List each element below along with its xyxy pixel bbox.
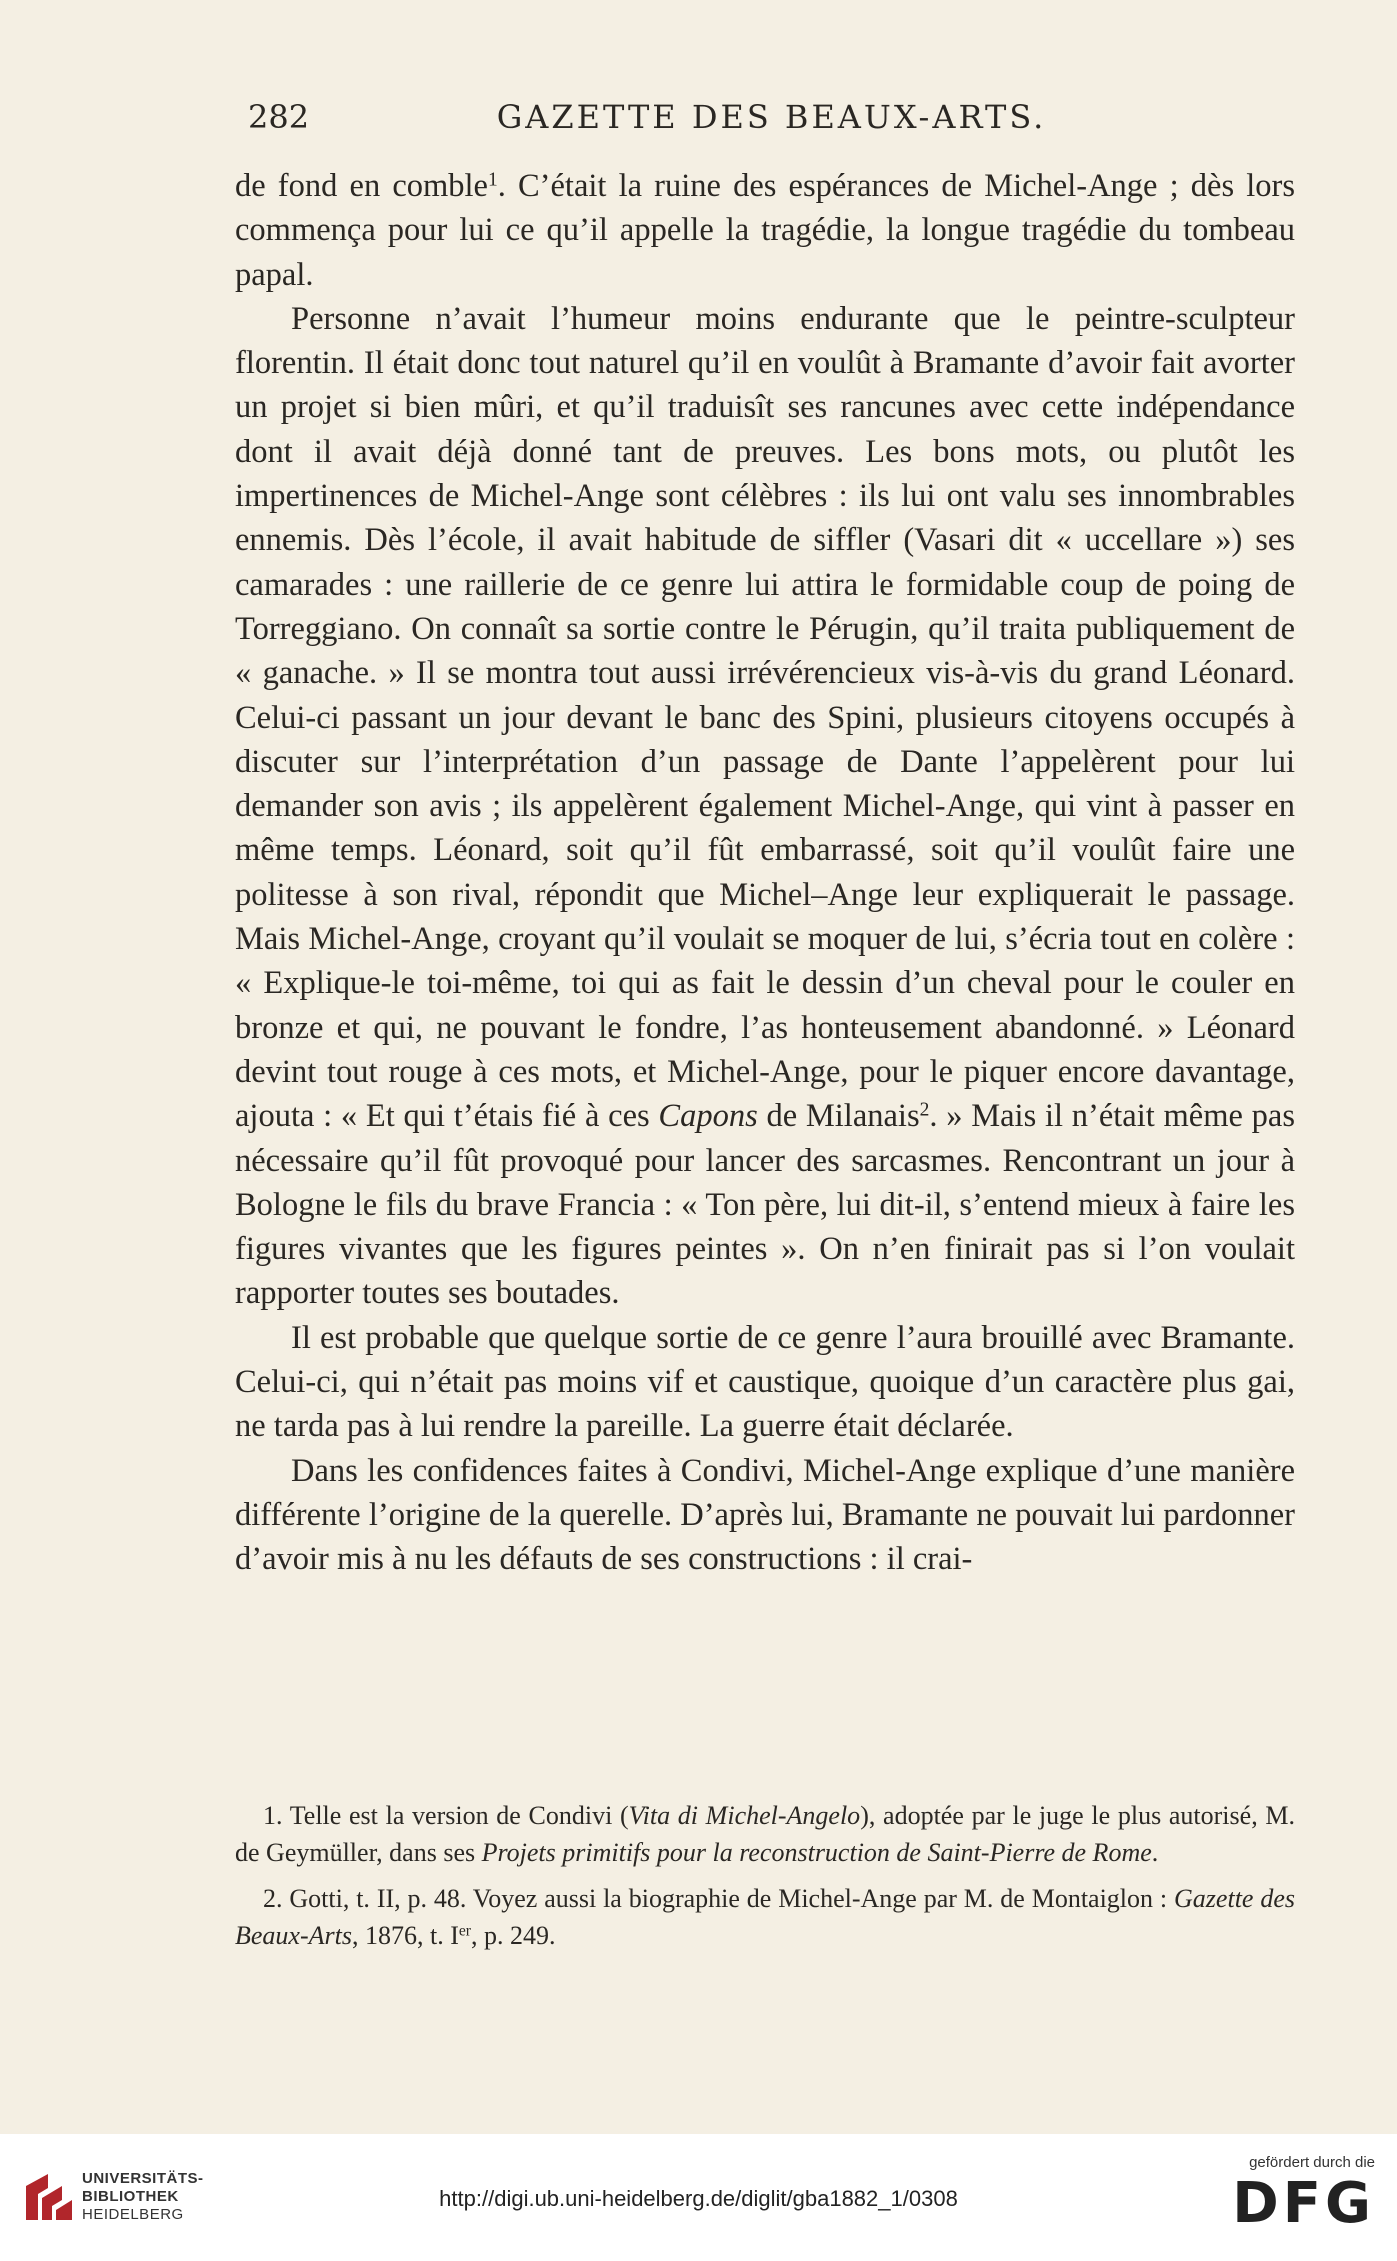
library-name: UNIVERSITÄTS- BIBLIOTHEK HEIDELBERG [82,2170,204,2223]
footnote-ref-2[interactable]: 2 [919,1099,930,1121]
footnote-1: 1. Telle est la version de Condivi (Vita di Michel-Angelo), adoptée par le juge le plus autorisé, M. de Geymüller, dans ses Projets primitifs pour la reconstruction de Saint-Pierre de Rome. [235,1801,1296,1867]
funder-badge[interactable] [1225,2154,1375,2237]
journal-title: GAZETTE DES BEAUX-ARTS. [496,98,1047,136]
funder-label: gefördert durch die [1249,2154,1375,2171]
paragraph-4: Dans les confidences faites à Condivi, Michel-Ange explique d’une manière différente l’origine de la querelle. D’après lui, Bramante ne pouvait lui pardonner d’avoir mis à nu les défauts de ses constructions : il crai- [235,1452,1295,1578]
footnotes [235,1797,1295,1963]
viewer-footer [0,2134,1397,2261]
running-header [248,98,1295,148]
paragraph-3: Il est probable que quelque sortie de ce genre l’aura brouillé avec Bramante. Celui-ci, qui n’était pas moins vif et caustique, quoique d’un caractère plus gai, ne tarda pas à lui rendre la pareille. La guerre était déclarée. [235,1319,1295,1445]
page-number: 282 [248,98,310,136]
footnote-ref-1[interactable]: 1 [487,169,498,191]
permalink-url[interactable]: http://digi.ub.uni-heidelberg.de/diglit/gba1882_1/0308 [439,2186,958,2211]
footnote-2: 2. Gotti, t. II, p. 48. Voyez aussi la biographie de Michel-Ange par M. de Montaiglon : Gazette des Beaux-Arts, 1876, t. Ier, p. 249. [235,1884,1295,1950]
paragraph-2: Personne n’avait l’humeur moins endurante que le peintre-sculpteur florentin. Il était donc tout naturel qu’il en voulût à Bramante d’avoir fait avorter un projet si bien mûri, et qu’il traduisît ses rancunes avec cette indépendance dont il avait déjà donné tant de preuves. Les bons mots, ou plutôt les impertinences de Michel-Ange sont célèbres : ils lui ont valu ses innombrables ennemis. Dès l’école, il avait habitude de siffler (Vasari dit « uccellare ») ses camarades : une raillerie de ce genre lui attira le formidable coup de poing de Torreggiano. On connaît sa sortie contre le Pérugin, qu’il traita publiquement de « ganache. » Il se montra tout aussi irrévérencieux vis-à-vis du grand Léonard. Celui-ci passant un jour devant le banc des Spini, plusieurs citoyens occupés à discuter sur l’interprétation d’un passage de Dante l’appelèrent pour lui demander son avis ; ils appelèrent également Michel-Ange, qui vint à passer en même temps. Léonard, soit qu’il fût embarrassé, soit qu’il voulût faire une politesse à son rival, répondit que Michel–Ange leur expliquerait le passage. Mais Michel-Ange, croyant qu’il voulait se moquer de lui, s’écria tout en colère : « Explique-le toi-même, toi qui as fait le dessin d’un cheval pour le couler en bronze et qui, ne pouvant le fondre, l’as honteusement abandonné. » Léonard devint tout rouge à ces mots, et Michel-Ange, pour le piquer encore davantage, ajouta : « Et qui t’étais fié à ces Capons de Milanais$^2$. » Mais il n’était même pas nécessaire qu’il fût provoqué pour lancer des sarcasmes. Rencontrant un jour à Bologne le fils du brave Francia : « Ton père, lui dit-il, s’entend mieux à faire les figures vivantes que les figures peintes ». On n’en finirait pas si l’on voulait rapporter toutes ses boutades. [235,300,1295,1312]
article-body [235,164,1295,1582]
paragraph-1: de fond en comble$^1$. C’était la ruine des espérances de Michel-Ange ; dès lors commença pour lui ce qu’il appelle la tragédie, la longue tragédie du tombeau papal. [235,168,1295,293]
dfg-logo-icon: DFG [1232,2171,1375,2236]
italic-capons: Capons [658,1098,758,1135]
